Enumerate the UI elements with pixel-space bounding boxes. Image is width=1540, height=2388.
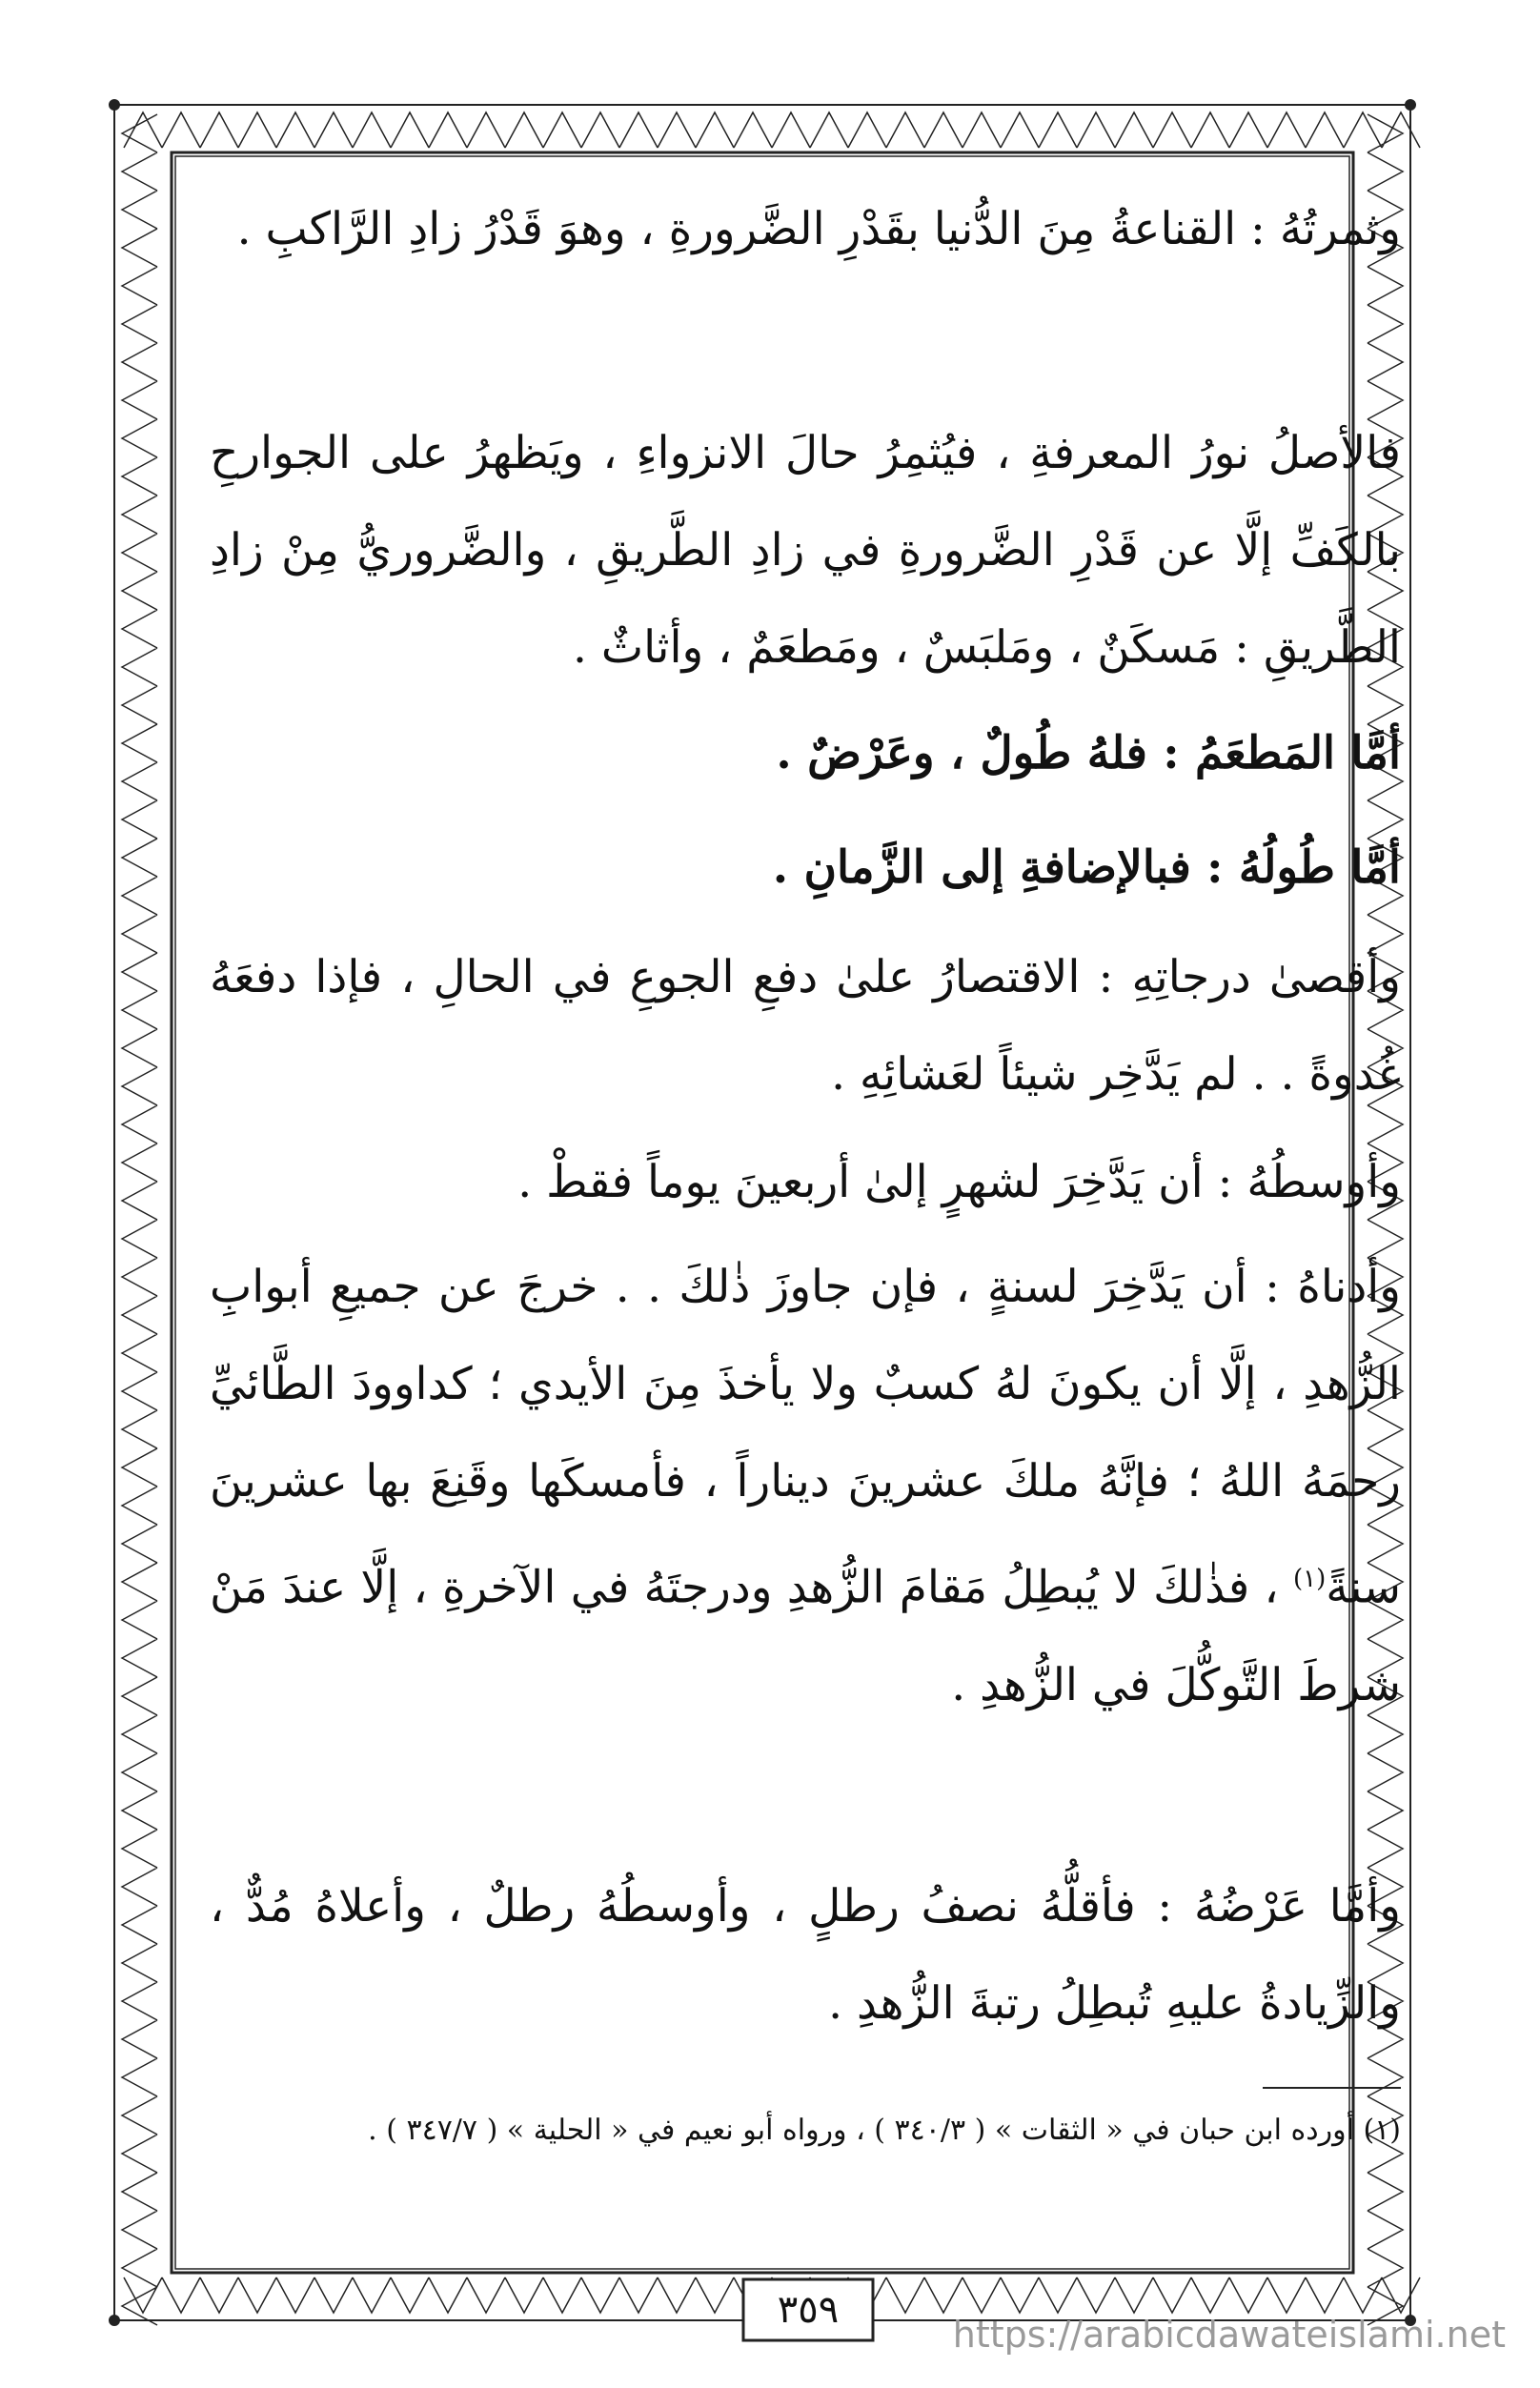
paragraph-6: وأوسطُهُ : أن يَدَّخِرَ لشهرٍ إلىٰ أربعينَ يوماً فقطْ . <box>517 1156 1401 1208</box>
paragraph-7-end: ، فذٰلكَ لا يُبطِلُ مَقامَ الزُّهدِ ودرجتَهُ في الآخرةِ ، إلَّا عندَ مَنْ شرطَ التَّوكُّلَ في الزُّهدِ . <box>210 1561 1401 1711</box>
paragraph-2: فالأصلُ نورُ المعرفةِ ، فيُثمِرُ حالَ الانزواءِ ، ويَظهرُ على الجوارحِ بالكَفِّ إلَّا عن قَدْرِ الضَّرورةِ في زادِ الطَّريقِ ، والضَّروريُّ مِنْ زادِ الطَّريقِ : مَسكَنٌ ، ومَلبَسٌ ، ومَطعَمٌ ، وأثاثٌ . <box>210 427 1401 674</box>
paragraph-3: أمَّا المَطعَمُ : فلهُ طُولٌ ، وعَرْضٌ . <box>776 727 1401 779</box>
page-number: ٣٥٩ <box>751 2283 865 2337</box>
paragraph-1: وثمرتُهُ : القناعةُ مِنَ الدُّنيا بقَدْرِ الضَّرورةِ ، وهوَ قَدْرُ زادِ الرَّاكبِ . <box>236 203 1401 255</box>
paragraph-4: أمَّا طُولُهُ : فبالإضافةِ إلى الزَّمانِ . <box>772 841 1401 894</box>
footnote-separator <box>1263 2087 1401 2089</box>
paragraph-7-text: وأدناهُ : أن يَدَّخِرَ لسنةٍ ، فإن جاوزَ ذٰلكَ . . خرجَ عن جميعِ أبوابِ الزُّهدِ ، إلَّا أن يكونَ لهُ كسبٌ ولا يأخذَ مِنَ الأيدي ؛ كداوودَ الطَّائيِّ رحمَهُ اللهُ ؛ فإنَّهُ ملكَ عشرينَ ديناراً ، فأمسكَها وقَنِعَ بها عشرينَ سنةً <box>210 1261 1401 1614</box>
paragraph-8: وأمَّا عَرْضُهُ : فأقلُّهُ نصفُ رطلٍ ، وأوسطُهُ رطلٌ ، وأعلاهُ مُدٌّ ، والزِّيادةُ عليهِ تُبطِلُ رتبةَ الزُّهدِ . <box>210 1880 1401 2030</box>
footnote: (١) أورده ابن حبان في « الثقات » ( ٣٤٠/٣ ) ، ورواه أبو نعيم في « الحلية » ( ٣٤٧/٧ ) . <box>368 2114 1401 2147</box>
paragraph-7 <box>210 1239 1401 1734</box>
paragraph-5: وأقصىٰ درجاتِهِ : الاقتصارُ علىٰ دفعِ الجوعِ في الحالِ ، فإذا دفعَهُ غُدوةً . . لم يَدَّخِر شيئاً لعَشائِهِ . <box>210 951 1401 1101</box>
footnote-ref: (١) <box>1292 1565 1327 1593</box>
watermark-url: https://arabicdawateislami.net <box>952 2314 1506 2356</box>
